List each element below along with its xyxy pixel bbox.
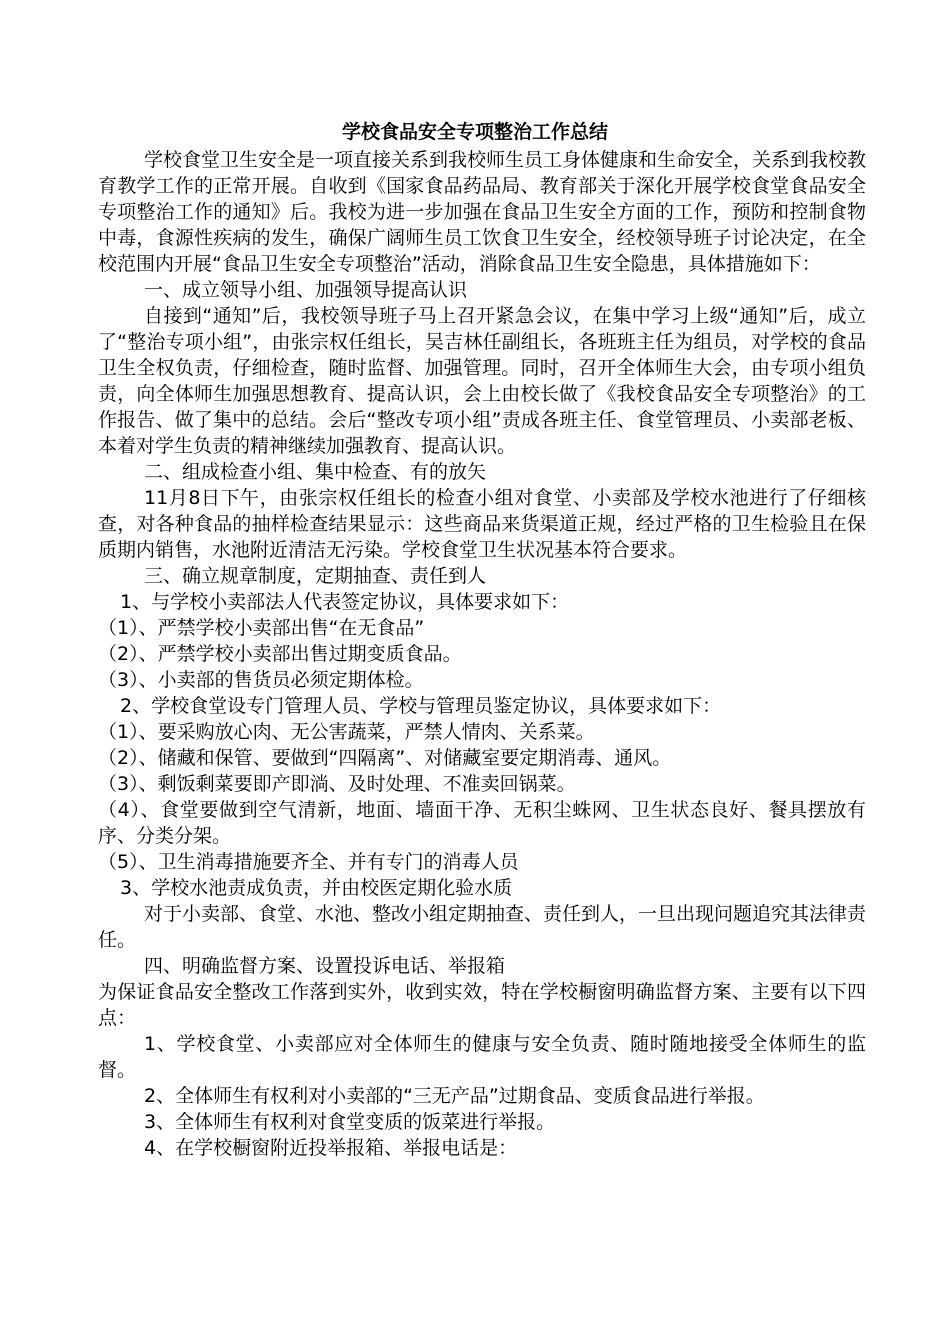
list-item: （2）、储藏和保管、要做到“四隔离”、对储藏室要定期消毒、通风。: [98, 747, 672, 769]
list-item: （4）、食堂要做到空气清新，地面、墙面干净、无积尘蛛网、卫生状态良好、餐具摆放有序、分类分架。: [98, 799, 866, 847]
list-item: 1、与学校小卖部法人代表签定协议，具体要求如下：: [120, 591, 570, 613]
section-heading-1: 一、成立领导小组、加强领导提高认识: [144, 279, 468, 301]
list-item: 1、学校食堂、小卖部应对全体师生的健康与安全负责、随时随地接受全体师生的监督。: [98, 1033, 866, 1081]
list-item: 2、全体师生有权利对小卖部的“三无产品”过期食品、变质食品进行举报。: [144, 1085, 765, 1107]
paragraph: 11月8日下午，由张宗权任组长的检查小组对食堂、小卖部及学校水池进行了仔细核查，对各种食品的抽样检查结果显示：这些商品来货渠道正规，经过严格的卫生检验且在保质期内销售，水池附近清洁无污染。学校食堂卫生状况基本符合要求。: [98, 487, 866, 561]
list-item: （2）、严禁学校小卖部出售过期变质食品。: [98, 643, 462, 665]
list-item: （5）、卫生消毒措施要齐全、并有专门的消毒人员: [98, 851, 519, 873]
list-item: 3、全体师生有权利对食堂变质的饭菜进行举报。: [144, 1111, 556, 1133]
list-item: 2、学校食堂设专门管理人员、学校与管理员鉴定协议，具体要求如下：: [120, 695, 722, 717]
list-item: 3、学校水池责成负责，并由校医定期化验水质: [120, 877, 513, 899]
paragraph: 对于小卖部、食堂、水池、整改小组定期抽查、责任到人，一旦出现问题追究其法律责任。: [98, 903, 867, 951]
document-body: [98, 147, 866, 1161]
section-heading-3: 三、确立规章制度，定期抽查、责任到人: [144, 565, 487, 587]
list-item: 4、在学校橱窗附近投举报箱、举报电话是：: [144, 1137, 518, 1159]
section-heading-2: 二、组成检查小组、集中检查、有的放矢: [144, 461, 487, 483]
paragraph: 为保证食品安全整改工作落到实外，收到实效，特在学校橱窗明确监督方案、主要有以下四点：: [98, 981, 866, 1029]
list-item: （1）、要采购放心肉、无公害蔬菜，严禁人情肉、关系菜。: [98, 721, 595, 743]
list-item: （1）、严禁学校小卖部出售“在无食品”: [98, 617, 425, 639]
section-heading-4: 四、明确监督方案、设置投诉电话、举报箱: [144, 955, 506, 977]
list-item: （3）、小卖部的售货员必须定期体检。: [98, 669, 424, 691]
list-item: （3）、剩饭剩菜要即产即淌、及时处理、不准卖回锅菜。: [98, 773, 576, 795]
paragraph-intro: 学校食堂卫生安全是一项直接关系到我校师生员工身体健康和生命安全，关系到我校教育教学工作的正常开展。自收到《国家食品药品局、教育部关于深化开展学校食堂食品安全专项整治工作的通知》后。我校为进一步加强在食品卫生安全方面的工作，预防和控制食物中毒，食源性疾病的发生，确保广阔师生员工饮食卫生安全，经校领导班子讨论决定，在全校范围内开展“食品卫生安全专项整治”活动，消除食品卫生安全隐患，具体措施如下：: [98, 149, 867, 275]
paragraph: 自接到“通知”后，我校领导班子马上召开紧急会议，在集中学习上级“通知”后，成立了“整治专项小组”，由张宗权任组长，吴吉林任副组长，各班班主任为组员，对学校的食品卫生全权负责，仔细检查，随时监督、加强管理。同时，召开全体师生大会，由专项小组负责，向全体师生加强思想教育、提高认识，会上由校长做了《我校食品安全专项整治》的工作报告、做了集中的总结。会后“整改专项小组”责成各班主任、食堂管理员、小卖部老板、本着对学生负责的精神继续加强教育、提高认识。: [98, 305, 866, 457]
document-title: 学校食品安全专项整治工作总结: [341, 121, 608, 143]
